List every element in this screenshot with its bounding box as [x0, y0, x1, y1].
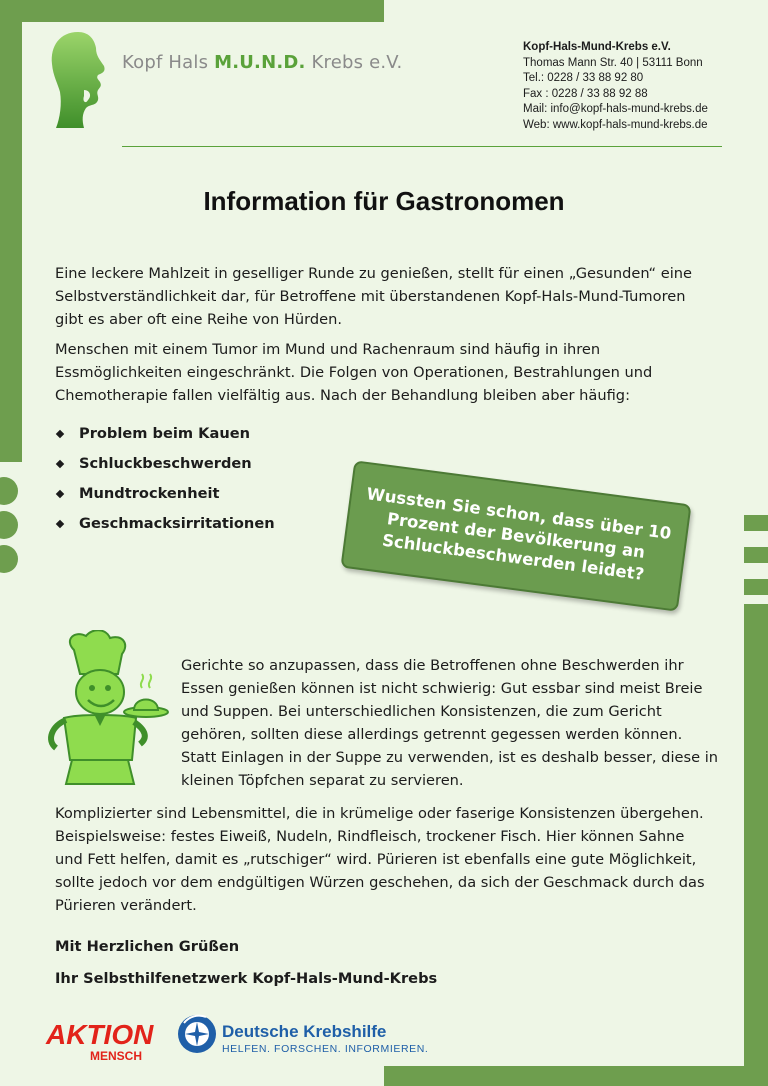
decor-dot	[0, 511, 18, 539]
bullet-diamond-icon	[56, 430, 64, 438]
fact-callout: Wussten Sie schon, dass über 10 Prozent der Bevölkerung an Schluckbeschwerden leidet?	[340, 460, 691, 611]
decor-dot	[0, 545, 18, 573]
closing-signature: Ihr Selbsthilfenetzwerk Kopf-Hals-Mund-Krebs	[55, 970, 438, 987]
list-item: Problem beim Kauen	[55, 422, 275, 452]
list-item: Schluckbeschwerden	[55, 452, 275, 482]
problems-paragraph: Menschen mit einem Tumor im Mund und Rachenraum sind häufig in ihren Essmöglichkeiten eingeschränkt. Die Folgen von Operationen, Bestrahlungen und Chemotherapie fallen vielfältig aus. Nach der Behandlung bleiben aber häufig:	[55, 341, 653, 404]
bullet-diamond-icon	[56, 520, 64, 528]
contact-web[interactable]: Web: www.kopf-hals-mund-krebs.de	[523, 118, 708, 131]
list-item: Geschmacksirritationen	[55, 512, 275, 542]
preparation-paragraph: Gerichte so anzupassen, dass die Betroffenen ohne Beschwerden ihr Essen genießen können ist nicht schwierig: Gut essbar sind meist Breie und Suppen. Bei unterschiedlichen Konsistenzen, die zum Gericht gehören, sollten diese allerdings getrennt gegessen werden können. Statt Einlagen in der Suppe zu verwenden, ist es deshalb besser, diese in kleinen Töpfchen separat zu servieren.	[181, 657, 719, 789]
krebshilfe-tagline: HELFEN. FORSCHEN. INFORMIEREN.	[222, 1043, 429, 1055]
decor-left-bar	[0, 0, 22, 462]
symptom-list	[55, 422, 275, 542]
intro-paragraph: Eine leckere Mahlzeit in geselliger Runde zu genießen, stellt für einen „Gesunden“ eine Selbstverständlichkeit dar, für Betroffene mit überstandenen Kopf-Hals-Mund-Tumoren gibt es aber oft eine Reihe von Hürden.	[55, 265, 693, 328]
org-logo-icon	[48, 30, 110, 130]
decor-square	[744, 579, 768, 595]
krebshilfe-name: Deutsche Krebshilfe	[222, 1022, 387, 1041]
chef-icon	[44, 630, 174, 790]
decor-dot	[0, 477, 18, 505]
krebshilfe-logo-icon	[176, 1013, 218, 1055]
aktion-logo-bottom-text: MENSCH	[90, 1049, 143, 1063]
page-title: Information für Gastronomen	[203, 186, 565, 216]
contact-address: Thomas Mann Str. 40 | 53111 Bonn	[523, 56, 703, 69]
contact-mail[interactable]: Mail: info@kopf-hals-mund-krebs.de	[523, 103, 708, 116]
header-divider	[122, 146, 722, 147]
contact-block	[523, 40, 708, 134]
bullet-diamond-icon	[56, 460, 64, 468]
contact-fax: Fax : 0228 / 33 88 92 88	[523, 87, 648, 100]
decor-square	[744, 547, 768, 563]
contact-title: Kopf-Hals-Mund-Krebs e.V.	[523, 41, 671, 53]
decor-right-bar	[744, 604, 768, 1086]
decor-bottom-bar	[384, 1066, 768, 1086]
list-item: Mundtrockenheit	[55, 482, 275, 512]
decor-top-bar	[0, 0, 384, 22]
textures-paragraph: Komplizierter sind Lebensmittel, die in krümelige oder faserige Konsistenzen übergehen. Beispielsweise: festes Eiweiß, Nudeln, Rindfleisch, trockener Fisch. Hier können Sahne und Fett helfen, damit es „rutschiger“ wird. Pürieren ist ebenfalls eine gute Möglichkeit, sollte jedoch vor dem endgültigen Würzen geschehen, da sich der Geschmack durch das Pürieren verändert.	[55, 805, 705, 914]
org-name: Kopf Hals M.U.N.D. Krebs e.V.	[122, 52, 403, 73]
bullet-diamond-icon	[56, 490, 64, 498]
decor-square	[744, 515, 768, 531]
aktion-mensch-logo-icon	[44, 1016, 162, 1064]
closing-greeting: Mit Herzlichen Grüßen	[55, 938, 240, 955]
aktion-logo-top-text: AKTION	[46, 1019, 154, 1050]
contact-tel: Tel.: 0228 / 33 88 92 80	[523, 72, 644, 85]
